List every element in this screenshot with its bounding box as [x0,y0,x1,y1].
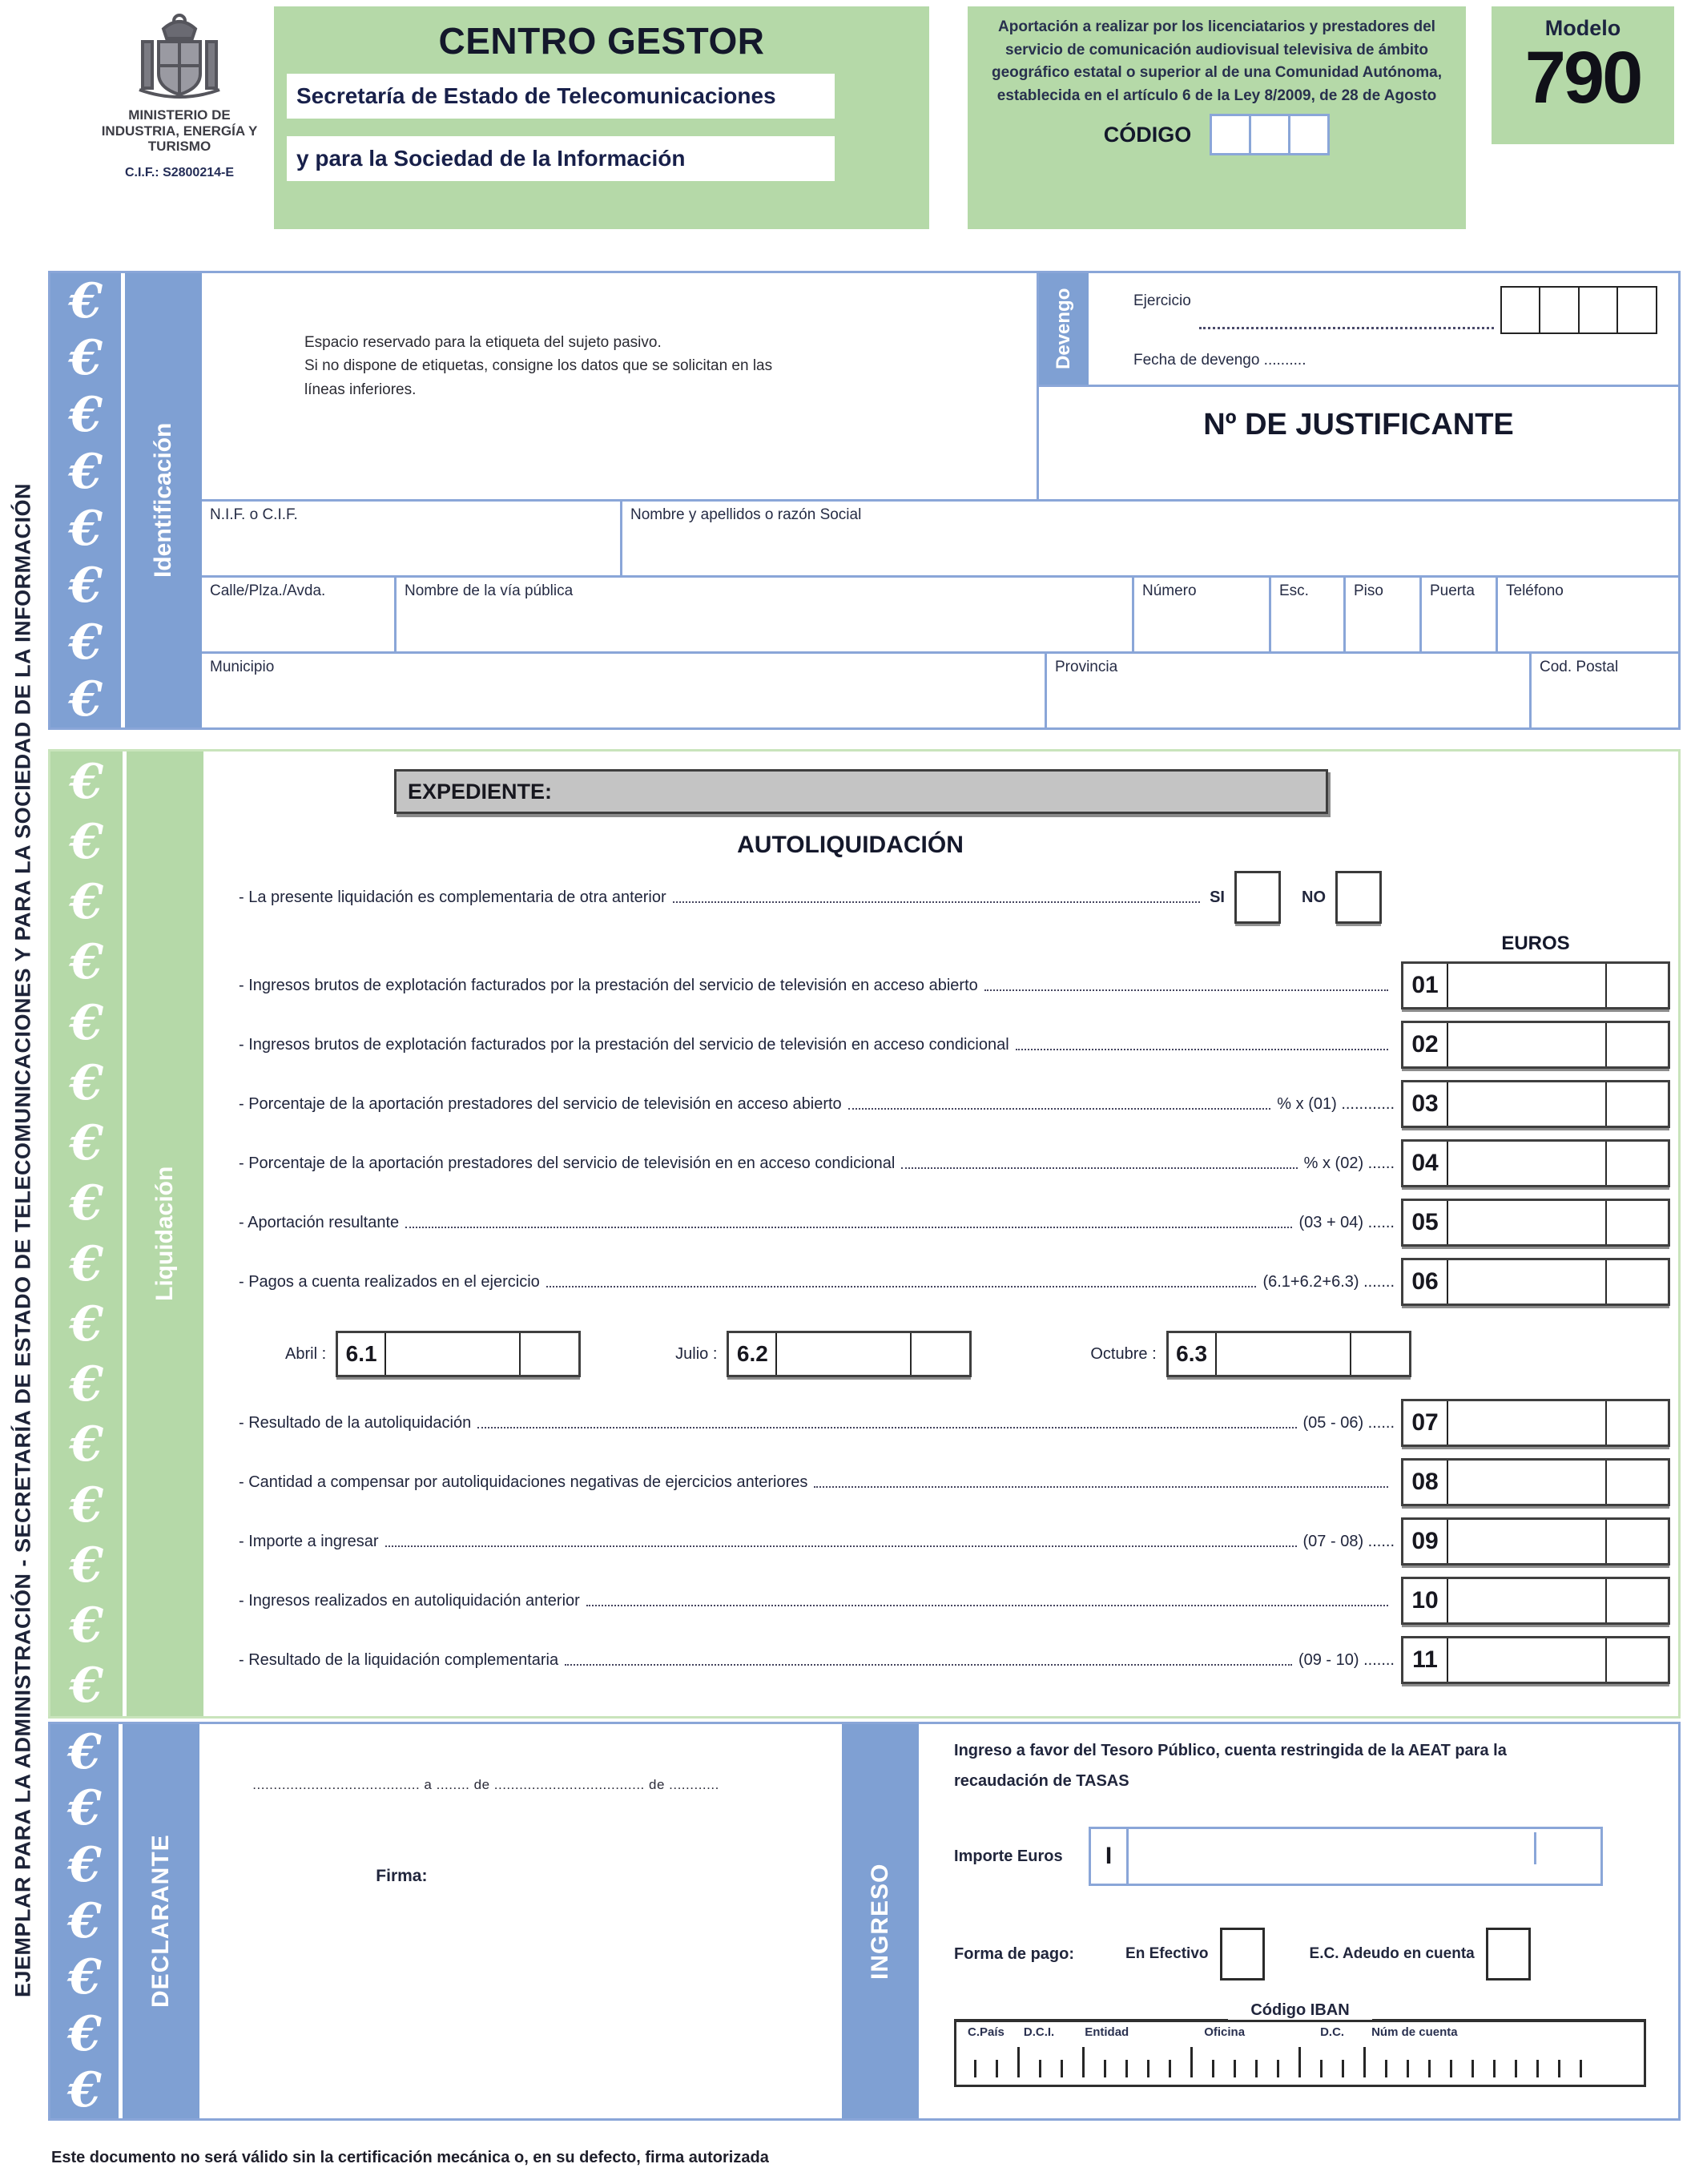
iban-label-dc: D.C. [1320,2025,1345,2039]
ejercicio-cell[interactable] [1500,286,1541,334]
line-text: - Cantidad a compensar por autoliquidaciones negativas de ejercicios anteriores [239,1473,808,1491]
line-suffix: % x (02) ...... [1303,1154,1395,1172]
ingreso-text: Ingreso a favor del Tesoro Público, cuenta restringida de la AEAT para la recaudación de TASAS [954,1742,1507,1790]
dotted-leader [546,1286,1257,1287]
line-text: - La presente liquidación es complementaria de otra anterior [239,888,666,906]
importe-prefix: I [1091,1829,1129,1884]
pagos-cuenta-row [285,1330,1670,1378]
amount-box-03[interactable] [1401,1080,1670,1128]
julio-label: Julio : [675,1344,718,1363]
iban-label-oficina: Oficina [1204,2025,1246,2039]
euro-strip-icon: € € € € € € € € [50,273,121,727]
autoliquidacion-title: AUTOLIQUIDACIÓN [737,832,964,858]
codigo-cell[interactable] [1249,114,1290,155]
codigo-cell[interactable] [1210,114,1251,155]
declarante-area [199,1724,842,2118]
line-10 [239,1577,1670,1625]
line-07 [239,1399,1670,1447]
codigo-cell[interactable] [1288,114,1330,155]
adeudo-checkbox[interactable] [1486,1928,1531,1981]
line-suffix: (6.1+6.2+6.3) ....... [1262,1272,1395,1291]
ministry-block [93,10,266,180]
ministry-cif: C.I.F.: S2800214-E [124,165,235,179]
line-03 [239,1080,1670,1128]
ejercicio-label: Ejercicio [1133,292,1191,309]
box-number: 04 [1403,1142,1448,1185]
nif-field[interactable]: N.I.F. o C.I.F. [202,502,622,575]
amount-box-09[interactable] [1401,1517,1670,1565]
line-text: - Aportación resultante [239,1213,400,1231]
etiqueta-text [304,331,1037,401]
pago-box-63[interactable] [1166,1331,1411,1377]
line-08 [239,1458,1670,1506]
amount-box-04[interactable] [1401,1139,1670,1187]
abril-label: Abril : [285,1344,327,1363]
iban-comb[interactable] [954,2020,1646,2087]
line-11 [239,1636,1670,1684]
forma-pago-label: Forma de pago: [954,1944,1075,1963]
dotted-leader [565,1664,1292,1666]
dotted-leader [405,1227,1292,1228]
euro-strip-icon: € € € € € € € [50,1724,119,2118]
line-06 [239,1258,1670,1306]
dotted-leader [901,1167,1297,1169]
provincia-field[interactable]: Provincia [1047,654,1532,727]
centro-gestor-line1: Secretaría de Estado de Telecomunicaciones [287,74,835,119]
box-number: 03 [1403,1082,1448,1126]
firma-label: Firma: [376,1867,428,1885]
line-01 [239,961,1670,1009]
side-copy-text: EJEMPLAR PARA LA ADMINISTRACIÓN - SECRETARÍA DE ESTADO DE TELECOMUNICACIONES Y PARA LA SOCIEDAD DE LA INFORMACIÓN [10,482,35,1997]
etiqueta-line2: Si no dispone de etiquetas, consigne los datos que se solicitan en las [304,357,773,375]
box-number: 07 [1403,1401,1448,1445]
iban-label-cuenta: Núm de cuenta [1371,2025,1458,2039]
adeudo-label: E.C. Adeudo en cuenta [1309,1945,1475,1962]
amount-box-10[interactable] [1401,1577,1670,1625]
amount-box-02[interactable] [1401,1021,1670,1069]
amount-box-05[interactable] [1401,1199,1670,1247]
calle-field[interactable]: Calle/Plza./Avda. [202,578,397,651]
box-number: 02 [1403,1023,1448,1066]
line-suffix: % x (01) ............ [1277,1094,1395,1113]
devengo-label: Devengo [1039,273,1089,385]
si-checkbox[interactable] [1234,871,1281,924]
line-text: - Ingresos brutos de explotación facturados por la prestación del servicio de televisión en acceso condicional [239,1035,1009,1054]
line-text: - Importe a ingresar [239,1532,379,1550]
euro-strip-icon: € € € € € € € € € € € € € € € € [50,752,123,1716]
municipio-field[interactable]: Municipio [202,654,1047,727]
line-complementaria [239,873,1670,921]
iban-rule [1372,2019,1646,2021]
esc-field[interactable]: Esc. [1271,578,1346,651]
identificacion-label: Identificación [125,273,202,727]
modelo-box [1492,6,1674,144]
euros-header: EUROS [1501,933,1570,954]
iban-label-dci: D.C.I. [1023,2025,1055,2039]
box-number: 11 [1403,1638,1448,1682]
dotted-leader [984,989,1388,991]
amount-box-11[interactable] [1401,1636,1670,1684]
modelo-label: Modelo [1544,16,1621,40]
telefono-field[interactable]: Teléfono [1506,582,1564,599]
line-05 [239,1199,1670,1247]
iban-label-pais: C.País [968,2025,1004,2039]
box-number: 6.1 [338,1333,386,1375]
justificante-label: Nº DE JUSTIFICANTE [1203,408,1514,441]
dotted-leader [673,901,1200,903]
line-suffix: (03 + 04) ...... [1298,1213,1395,1231]
no-label: NO [1302,888,1326,906]
via-field[interactable]: Nombre de la vía pública [397,578,1134,651]
cp-field[interactable]: Cod. Postal [1540,659,1619,675]
ejercicio-cells [1502,286,1657,334]
date-line[interactable]: ........................................ a ........ de .................................... de ............ [252,1777,719,1792]
section-identificacion [48,271,1681,730]
dotted-leader [477,1427,1296,1428]
centro-gestor-title: CENTRO GESTOR [438,20,765,62]
nombre-field[interactable]: Nombre y apellidos o razón Social [630,506,862,523]
line-suffix: (05 - 06) ...... [1302,1413,1395,1432]
line-02 [239,1021,1670,1069]
efectivo-checkbox[interactable] [1220,1928,1265,1981]
amount-box-08[interactable] [1401,1458,1670,1506]
etiqueta-area [202,273,1039,499]
line-text: - Porcentaje de la aportación prestadores del servicio de televisión en acceso abierto [239,1094,842,1113]
spain-coat-of-arms-icon [93,10,266,104]
box-number: 6.3 [1169,1333,1217,1375]
ejercicio-cell[interactable] [1539,286,1580,334]
ejercicio-cell[interactable] [1578,286,1619,334]
ministry-name: MINISTERIO DE INDUSTRIA, ENERGÍA Y TURISMO [101,107,258,155]
box-number: 08 [1403,1461,1448,1504]
puerta-field[interactable]: Puerta [1422,578,1498,651]
aportacion-text: Aportación a realizar por los licenciatarios y prestadores del servicio de comunicación audiovisual televisiva de ámbito geográfico estatal o superior al de una Comunidad Autónoma, establecida en el artículo 6 de la Ley 8/2009, de 28 de Agosto [992,18,1442,104]
ingreso-label: INGRESO [842,1724,919,2118]
box-number: 10 [1403,1579,1448,1622]
centro-gestor-line2: y para la Sociedad de la Información [287,136,835,181]
section-liquidacion [48,749,1681,1719]
line-text: - Ingresos brutos de explotación facturados por la prestación del servicio de televisión en acceso abierto [239,976,978,994]
box-number: 09 [1403,1520,1448,1563]
footer-note: Este documento no será válido sin la certificación mecánica o, en su defecto, firma autorizada [51,2149,769,2166]
dotted-leader [586,1605,1388,1606]
line-text: - Pagos a cuenta realizados en el ejercicio [239,1272,540,1291]
ejercicio-cell[interactable] [1616,286,1657,334]
centro-gestor-box [274,6,929,229]
devengo-sidebar [1039,273,1089,385]
importe-box[interactable] [1089,1827,1603,1886]
aportacion-box [968,6,1466,229]
box-number: 05 [1403,1201,1448,1244]
liquidacion-label: Liquidación [127,752,203,1716]
box-number: 6.2 [729,1333,777,1375]
iban-label-entidad: Entidad [1085,2025,1129,2039]
pago-box-61[interactable] [336,1331,581,1377]
codigo-cells [1212,114,1330,155]
pago-box-62[interactable] [727,1331,972,1377]
etiqueta-line1: Espacio reservado para la etiqueta del sujeto pasivo. [304,334,662,351]
ingreso-area [919,1724,1678,2118]
importe-euros-label: Importe Euros [954,1847,1063,1865]
efectivo-label: En Efectivo [1125,1945,1209,1962]
octubre-label: Octubre : [1090,1344,1157,1363]
box-number: 01 [1403,964,1448,1007]
iban-comb-ticks [964,2041,1637,2077]
si-label: SI [1210,888,1225,906]
box-number: 06 [1403,1260,1448,1304]
line-suffix: (07 - 08) ...... [1302,1532,1395,1550]
line-09 [239,1517,1670,1565]
iban-title: Código IBAN [1250,2001,1350,2019]
line-suffix: (09 - 10) ....... [1298,1650,1395,1669]
section-declarante-ingreso [48,1722,1681,2121]
line-text: - Resultado de la liquidación complementaria [239,1650,559,1669]
fecha-devengo-label: Fecha de devengo .......... [1133,352,1306,369]
codigo-label: CÓDIGO [1103,122,1192,147]
expediente-bar[interactable]: EXPEDIENTE: [394,769,1328,814]
amount-box-07[interactable] [1401,1399,1670,1447]
iban-rule [954,2019,1228,2021]
line-04 [239,1139,1670,1187]
dotted-leader [814,1486,1388,1488]
amount-box-06[interactable] [1401,1258,1670,1306]
dotted-leader [385,1545,1297,1547]
no-checkbox[interactable] [1335,871,1382,924]
dotted-leader [848,1108,1271,1110]
line-text: - Ingresos realizados en autoliquidación anterior [239,1591,580,1610]
amount-box-01[interactable] [1401,961,1670,1009]
dotted-leader [1016,1049,1388,1050]
cents-divider [1534,1832,1536,1864]
iban-block [954,2001,1646,2087]
numero-field[interactable]: Número [1134,578,1271,651]
line-text: - Resultado de la autoliquidación [239,1413,472,1432]
modelo-number: 790 [1524,37,1641,119]
dotted-leader [1199,327,1494,329]
piso-field[interactable]: Piso [1346,578,1422,651]
line-text: - Porcentaje de la aportación prestadores del servicio de televisión en en acceso condicional [239,1154,896,1172]
declarante-label: DECLARANTE [123,1724,199,2118]
etiqueta-line3: líneas inferiores. [304,381,417,398]
